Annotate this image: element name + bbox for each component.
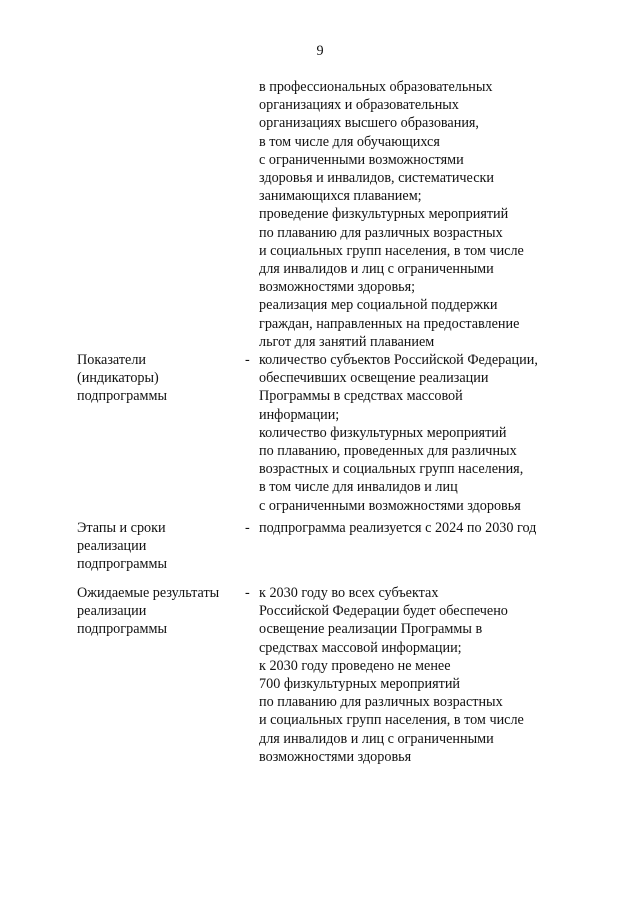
section-label-line: подпрограммы [77, 621, 167, 638]
section-label-line: реализации [77, 603, 147, 620]
section-content [259, 519, 599, 537]
intro-line: и социальных групп населения, в том числе [259, 242, 524, 259]
intro-line: организациях высшего образования, [259, 115, 479, 132]
section-content-line: возрастных и социальных групп населения, [259, 461, 524, 478]
section-content-line: с ограниченными возможностями здоровья [259, 497, 521, 514]
section-content-line: в том числе для инвалидов и лиц [259, 479, 458, 496]
section-content [259, 351, 599, 515]
section-label-line: Показатели [77, 352, 147, 368]
section-label-line: реализации [77, 538, 147, 555]
section-label-line: (индикаторы) [77, 370, 159, 387]
intro-line: проведение физкультурных мероприятий [259, 206, 509, 223]
intro-line: реализация мер социальной поддержки [259, 297, 498, 314]
section-content-line: по плаванию, проведенных для различных [259, 443, 517, 460]
section-content-line: количество субъектов Российской Федерации, [259, 352, 538, 368]
intro-line: здоровья и инвалидов, систематически [259, 170, 494, 187]
intro-line: по плаванию для различных возрастных [259, 224, 503, 241]
section-content-line: по плаванию для различных возрастных [259, 694, 503, 711]
section-label-line: подпрограммы [77, 556, 167, 573]
section-content-line: к 2030 году проведено не менее [259, 657, 451, 674]
section-label-line: Ожидаемые результаты [77, 585, 220, 601]
section-label [77, 584, 242, 639]
section-content-line: подпрограмма реализуется с 2024 по 2030 год [259, 520, 537, 536]
intro-line: в том числе для обучающихся [259, 133, 440, 150]
intro-line: возможностями здоровья; [259, 279, 416, 296]
section-dash: - [245, 585, 250, 601]
section-content-line: и социальных групп населения, в том числе [259, 712, 524, 729]
section-dash: - [245, 520, 250, 536]
section-content-line: 700 физкультурных мероприятий [259, 676, 461, 693]
section-content-line: возможностями здоровья [259, 748, 412, 765]
section-content-line: количество физкультурных мероприятий [259, 424, 507, 441]
section-content [259, 584, 599, 766]
section-content-line: Российской Федерации будет обеспечено [259, 603, 508, 620]
section-content-line: для инвалидов и лиц с ограниченными [259, 730, 494, 747]
section-content-line: к 2030 году во всех субъектах [259, 585, 439, 601]
intro-line: для инвалидов и лиц с ограниченными [259, 261, 494, 278]
section-label-line: Этапы и сроки [77, 520, 166, 536]
page-number: 9 [316, 43, 324, 59]
section-label [77, 351, 242, 406]
intro-line: занимающихся плаванием; [259, 188, 422, 205]
section-content-line: средствах массовой информации; [259, 639, 462, 656]
section-label-line: подпрограммы [77, 388, 167, 405]
intro-line: в профессиональных образовательных [259, 79, 493, 95]
section-content-line: информации; [259, 406, 340, 423]
section-label [77, 519, 242, 574]
section-content-line: освещение реализации Программы в [259, 621, 483, 638]
section-content-line: обеспечивших освещение реализации [259, 370, 489, 387]
intro-line: организациях и образовательных [259, 97, 459, 114]
section-dash: - [245, 352, 250, 368]
section-content-line: Программы в средствах массовой [259, 388, 463, 405]
intro-text-block [259, 78, 589, 351]
intro-line: льгот для занятий плаванием [259, 333, 435, 350]
intro-line: с ограниченными возможностями [259, 151, 464, 168]
intro-line: граждан, направленных на предоставление [259, 315, 520, 332]
